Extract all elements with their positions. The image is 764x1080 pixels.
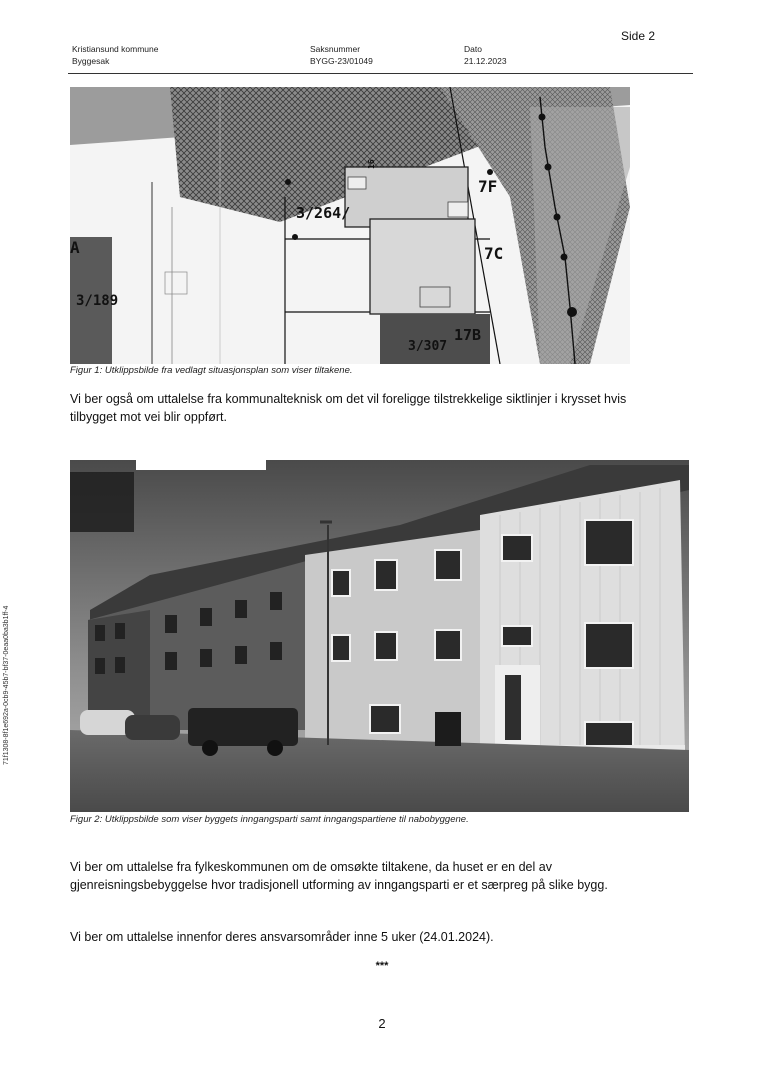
map-label-house-17b: 17B [454,326,482,344]
map-label-house-17c: 7C [484,244,504,263]
header-reference [310,43,373,67]
map-label-plot-189: 3/189 [76,293,119,309]
figure2-caption: Figur 2: Utklippsbilde som viser byggets inngangsparti samt inngangspartiene til nabobyggene. [70,814,469,825]
map-label-edge-a: A [70,238,80,257]
figure1-caption: Figur 1: Utklippsbilde fra vedlagt situasjonsplan som viser tiltakene. [70,365,353,376]
header-ref-label: Saksnummer [310,44,361,54]
figure2-street-photo [70,460,689,812]
figure1-site-plan [70,87,630,364]
map-label-dimension: 16 [367,159,376,169]
paragraph-county-statement: Vi ber om uttalelse fra fylkeskommunen om de omsøkte tiltakene, da huset er en del av gjenreisningsbebyggelse hvor tradisjonell utforming av inngangsparti er et særpreg på slike bygg. [70,860,608,892]
map-label-plot-307: 3/307 [408,339,448,354]
page-side-label: Side 2 [621,29,656,43]
header-department: Byggesak [72,56,110,66]
header-date [464,43,507,67]
paragraph-deadline: Vi ber om uttalelse innenfor deres ansvarsområder inne 5 uker (24.01.2024). [70,930,494,944]
map-label-plot-264: 3/264/ [296,204,351,222]
page-number: 2 [378,1016,386,1031]
header-divider [68,73,693,74]
paragraph-sightlines: Vi ber også om uttalelse fra kommunalteknisk om det vil foreligge tilstrekkelige siktlinjer i krysset hvis tilbygget mot vei blir oppført. [70,392,627,424]
header-org-name: Kristiansund kommune [72,44,159,54]
header-date-label: Dato [464,44,482,54]
header-ref-value: BYGG-23/01049 [310,56,373,66]
document-id-text: 71f1308-8f1e692a-0cb9-45b7-bf37-0eaa0ba3b1ff-4 [3,605,10,765]
map-label-house-17f: 7F [478,177,498,196]
header-org [72,43,158,67]
section-separator: *** [375,960,389,972]
document-side-identifier [3,575,13,765]
header-date-value: 21.12.2023 [464,56,507,66]
